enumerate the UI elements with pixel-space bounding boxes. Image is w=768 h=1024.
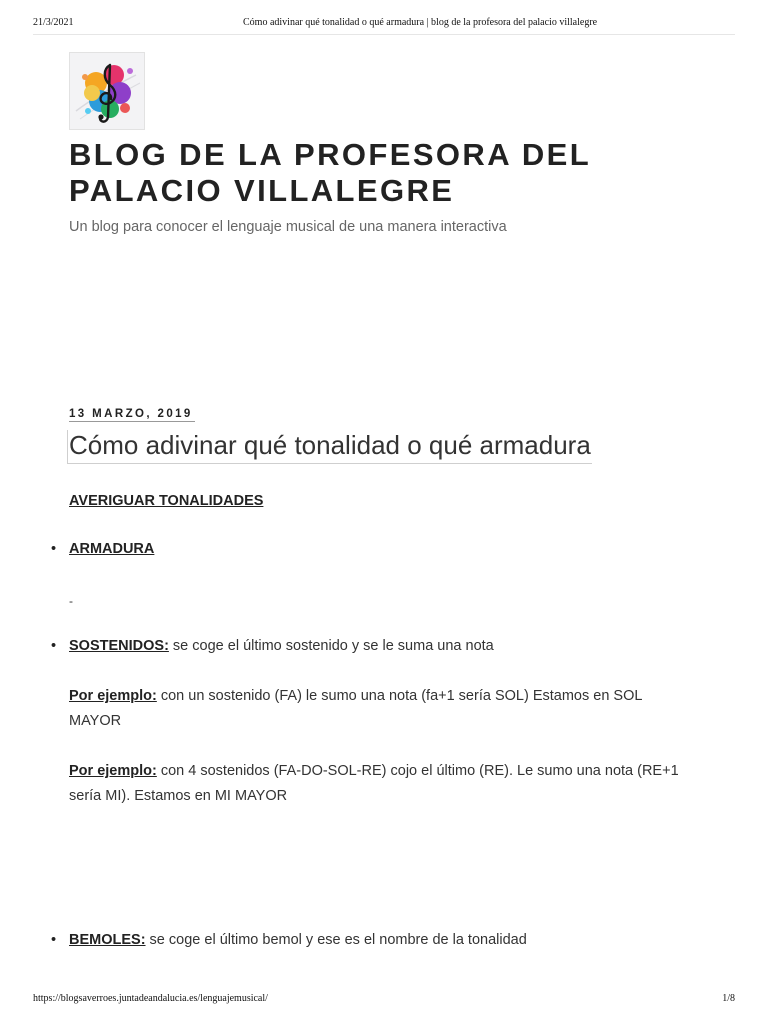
list-item-text: se coge el último bemol y ese es el nombre de la tonalidad <box>145 932 527 948</box>
example-paragraph <box>69 684 689 733</box>
example-text: con un sostenido (FA) le sumo una nota (fa+1 sería SOL) Estamos en SOL MAYOR <box>69 688 642 729</box>
print-url: https://blogsaverroes.juntadeandalucia.es/lenguajemusical/ <box>33 993 268 1004</box>
print-document-title: Cómo adivinar qué tonalidad o qué armadura | blog de la profesora del palacio villalegre <box>243 17 598 28</box>
section-heading: AVERIGUAR TONALIDADES <box>69 493 264 509</box>
page-number: 1/8 <box>722 993 735 1004</box>
bullet-marker: • <box>51 932 57 948</box>
site-title[interactable]: BLOG DE LA PROFESORA DEL PALACIO VILLALEGRE <box>69 137 591 208</box>
list-item-text: se coge el último sostenido y se le suma una nota <box>168 638 494 654</box>
list-item-armadura <box>69 541 154 557</box>
example-label: Por ejemplo: <box>69 688 157 704</box>
example-label: Por ejemplo: <box>69 763 157 779</box>
bullet-marker: • <box>51 541 57 557</box>
list-item-term: ARMADURA <box>69 541 155 557</box>
separator-dash: - <box>69 594 73 608</box>
bullet-marker: • <box>51 638 57 654</box>
example-paragraph <box>69 759 689 808</box>
post-date-link[interactable]: 13 MARZO, 2019 <box>69 408 193 420</box>
print-date: 21/3/2021 <box>33 17 74 28</box>
list-item-term: SOSTENIDOS: <box>69 638 169 654</box>
list-item-bemoles <box>69 932 527 948</box>
site-description: Un blog para conocer el lenguaje musical de una manera interactiva <box>69 219 507 235</box>
list-item-term: BEMOLES: <box>69 932 146 948</box>
print-header <box>33 17 735 31</box>
post-title[interactable]: Cómo adivinar qué tonalidad o qué armadura <box>67 430 592 464</box>
site-logo[interactable] <box>69 52 145 130</box>
header-divider <box>33 34 735 35</box>
example-text: con 4 sostenidos (FA-DO-SOL-RE) cojo el último (RE). Le sumo una nota (RE+1 sería MI). Estamos en MI MAYOR <box>69 763 679 804</box>
treble-clef-paint-splash-icon <box>70 53 144 129</box>
list-item-sostenidos <box>69 638 494 654</box>
print-footer <box>33 993 735 1007</box>
